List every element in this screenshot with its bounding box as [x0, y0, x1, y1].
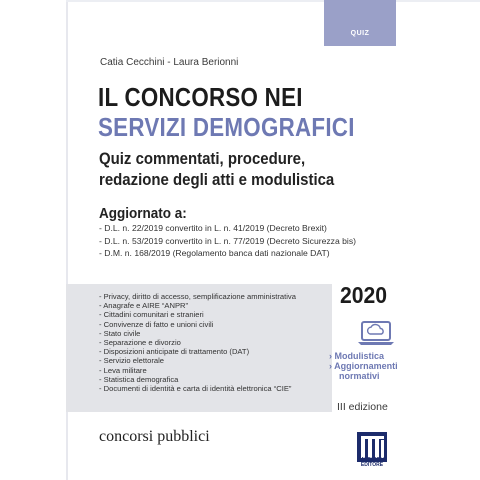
topic-item: - Disposizioni anticipate di trattamento (DAT): [99, 347, 250, 357]
edition-year: 2020: [340, 282, 388, 308]
topic-item: - Statistica demografica: [99, 374, 179, 384]
series-name: concorsi pubblici: [99, 428, 210, 445]
subtitle: [99, 148, 334, 190]
topic-item: - Servizio elettorale: [99, 356, 164, 366]
topic-item: - Leva militare: [99, 365, 147, 375]
topic-item: - Convivenze di fatto e unioni civili: [99, 319, 214, 329]
topic-item: - Separazione e divorzio: [99, 338, 181, 348]
topic-item: - Cittadini comunitari e stranieri: [99, 310, 204, 320]
publisher-name-line-1: MAGGIOLI: [359, 457, 385, 463]
update-list: [99, 222, 356, 260]
title-line-1: IL CONCORSO NEI: [98, 82, 303, 112]
cloud-laptop-icon: [356, 318, 396, 348]
subtitle-line-2: redazione degli atti e modulistica: [99, 170, 335, 189]
cover-frame-top: [66, 0, 480, 2]
extra-aggiornamenti-cont: normativi: [339, 371, 380, 381]
online-extras: [329, 351, 398, 381]
topic-item: - Anagrafe e AIRE “ANPR”: [99, 301, 189, 311]
quiz-tag: QUIZ: [324, 0, 396, 46]
authors: Catia Cecchini - Laura Berionni: [100, 57, 239, 68]
topic-item: - Stato civile: [99, 328, 141, 338]
subtitle-line-1: Quiz commentati, procedure,: [99, 149, 306, 168]
topic-item: - Documenti di identità e carta di identità elettronica “CIE”: [99, 384, 292, 394]
extra-aggiornamenti: › Aggiornamenti: [329, 361, 398, 371]
title-line-2: SERVIZI DEMOGRAFICI: [98, 112, 355, 142]
update-item: - D.L. n. 22/2019 convertito in L. n. 41/2019 (Decreto Brexit): [99, 223, 327, 233]
extra-modulistica: › Modulistica: [329, 351, 385, 361]
update-item: - D.M. n. 168/2019 (Regolamento banca dati nazionale DAT): [99, 248, 330, 258]
publisher-name: [354, 458, 390, 468]
topic-item: - Privacy, diritto di accesso, semplificazione amministrativa: [99, 292, 296, 301]
publisher-name-line-2: EDITORE: [360, 462, 384, 468]
edition: III edizione: [337, 401, 388, 413]
update-item: - D.L. n. 53/2019 convertito in L. n. 77/2019 (Decreto Sicurezza bis): [99, 235, 356, 246]
topics-list: [99, 292, 296, 393]
update-heading: Aggiornato a:: [99, 205, 187, 222]
